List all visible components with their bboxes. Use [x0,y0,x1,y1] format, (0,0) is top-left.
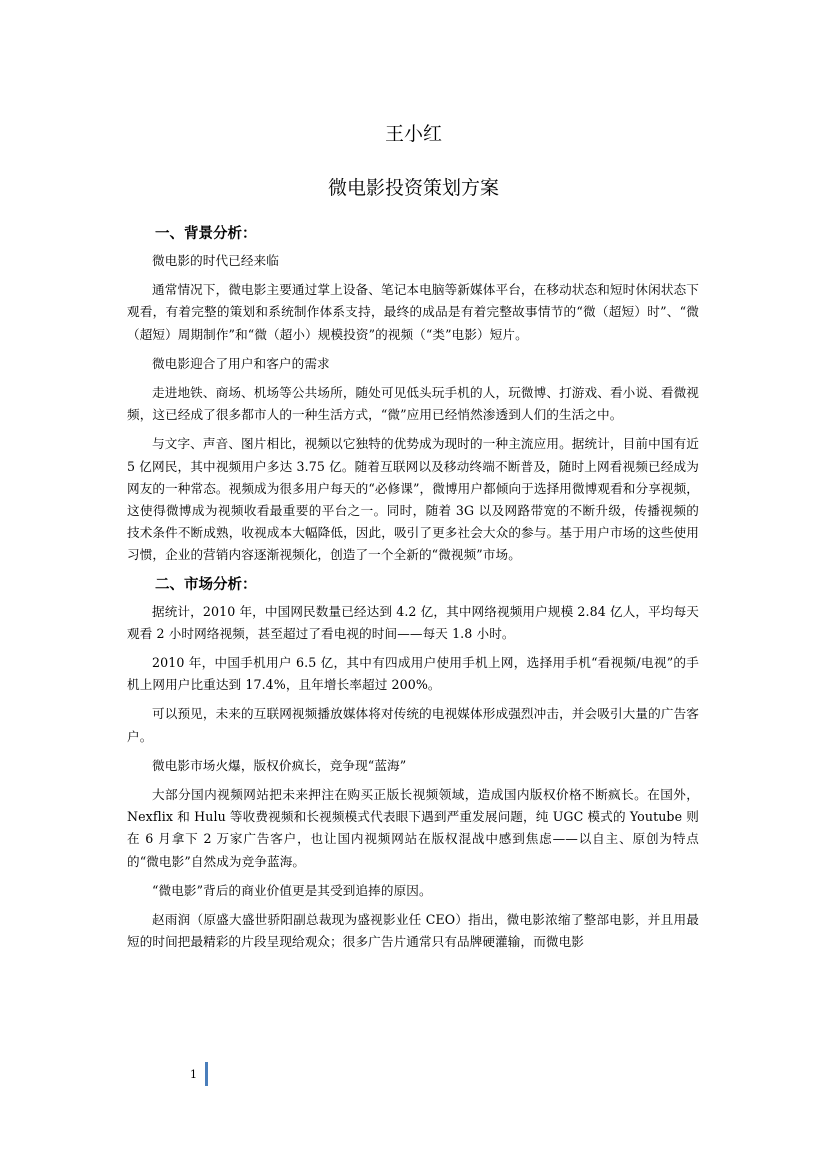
document-title: 微电影投资策划方案 [327,177,499,199]
page-number-bar [205,1062,208,1086]
page-number: 1 [190,1067,197,1081]
paragraph: 据统计，2010 年，中国网民数量已经达到 4.2 亿，其中网络视频用户规模 2.84 亿人，平均每天观看 2 小时网络视频，甚至超过了看电视的时间——每天 1.8 小时。 [127,603,699,641]
author-name: 王小红 [384,123,442,145]
paragraph: “微电影”背后的商业价值更是其受到追捧的原因。 [152,882,432,898]
paragraph: 与文字、声音、图片相比，视频以它独特的优势成为现时的一种主流应用。据统计，目前中国有近 5 亿网民，其中视频用户多达 3.75 亿。随着互联网以及移动终端不断普及，随时上网看视频已经成为网友的一种常态。视频成为很多用户每天的“必修课”，微博用户都倾向于选择用微博观看和分享视频，这使得微博成为视频收看最重要的平台之一。同时，随着 3G 以及网路带宽的不断升级，传播视频的技术条件不断成熟，收视成本大幅降低，因此，吸引了更多社会大众的参与。基于用户市场的这些使用习惯，企业的营销内容逐渐视频化，创造了一个全新的“微视频”市场。 [127,436,699,563]
section-heading-market: 二、市场分析： [155,576,257,593]
document-body [127,216,699,960]
paragraph: 微电影市场火爆，版权价疯长，竞争现“蓝海” [152,757,407,773]
paragraph: 大部分国内视频网站把未来押注在购买正版长视频领域，造成国内版权价格不断疯长。在国外，Nexflix 和 Hulu 等收费视频和长视频模式代表眼下遇到严重发展问题，纯 UGC 模式的 Youtube 则在 6 月拿下 2 万家广告客户，也让国内视频网站在版权混战中感到焦虑——以自主、原创为特点的“微电影”自然成为竞争蓝海。 [127,787,699,869]
paragraph: 微电影迎合了用户和客户的需求 [152,355,330,371]
paragraph: 微电影的时代已经来临 [152,253,279,268]
paragraph: 2010 年，中国手机用户 6.5 亿，其中有四成用户使用手机上网，选择用手机“看视频/电视”的手机上网用户比重达到 17.4%，且年增长率超过 200%。 [127,655,699,693]
paragraph: 可以预见，未来的互联网视频播放媒体将对传统的电视媒体形成强烈冲击，并会吸引大量的广告客户。 [127,706,699,744]
page-footer [190,1062,208,1086]
paragraph: 走进地铁、商场、机场等公共场所，随处可见低头玩手机的人，玩微博、打游戏、看小说、看微视频，这已经成了很多都市人的一种生活方式，“微”应用已经悄然渗透到人们的生活之中。 [127,385,699,423]
paragraph: 通常情况下，微电影主要通过掌上设备、笔记本电脑等新媒体平台，在移动状态和短时休闲状态下观看，有着完整的策划和系统制作体系支持，最终的成品是有着完整故事情节的“微（超短）时”、“微（超短）周期制作”和“微（超小）规模投资”的视频（“类”电影）短片。 [127,282,699,342]
section-heading-background: 一、背景分析： [155,226,257,242]
paragraph: 赵雨润（原盛大盛世骄阳副总裁现为盛视影业任 CEO）指出，微电影浓缩了整部电影，并且用最短的时间把最精彩的片段呈现给观众；很多广告片通常只有品牌硬灌输，而微电影 [127,912,699,950]
